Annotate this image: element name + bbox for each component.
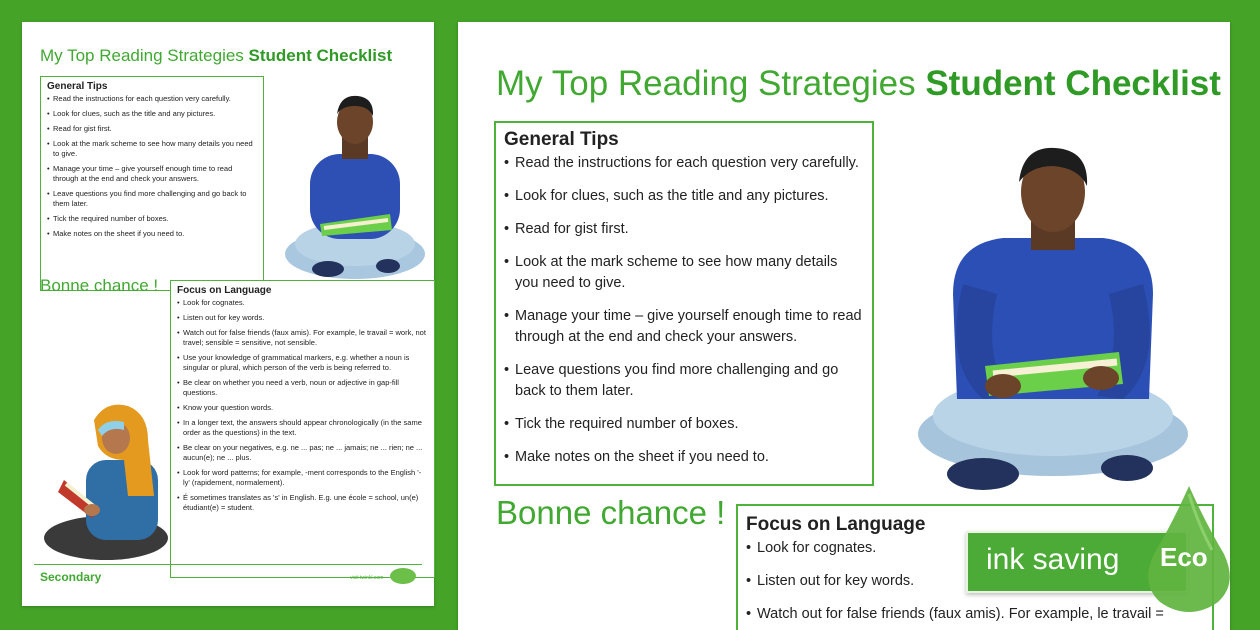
list-item: • Watch out for false friends (faux amis). For example, le travail = xyxy=(746,604,1204,625)
girl-reading-illustration xyxy=(36,400,168,562)
thumbnail-focus-language-box xyxy=(170,280,435,578)
list-item: • Listen out for key words. xyxy=(177,313,428,323)
list-item: • Tick the required number of boxes. xyxy=(504,414,864,435)
list-item: • Be clear on whether you need a verb, noun or adjective in gap-fill questions. xyxy=(177,378,428,398)
boy-reading-illustration xyxy=(280,84,430,289)
thumbnail-footer-url: visit twinkl.com xyxy=(350,575,384,581)
list-item: • É sometimes translates as 's' in English. E.g. une école = school, un(e) étudiant(e) = student. xyxy=(177,493,428,513)
focus-heading: Focus on Language xyxy=(746,514,926,535)
list-item: • Be clear on your negatives, e.g. ne ... pas; ne ... jamais; ne ... rien; ne ... aucun(e); ne ... plus. xyxy=(177,443,428,463)
list-item: • Know your question words. xyxy=(177,403,428,413)
eco-drop-icon xyxy=(1146,484,1232,612)
list-item: • Look for cognates. xyxy=(177,298,428,308)
general-tips-heading: General Tips xyxy=(504,129,619,150)
thumbnail-footer-label: Secondary xyxy=(40,570,102,584)
list-item: • Listen out for key words. xyxy=(746,571,1204,592)
list-item: • Leave questions you find more challenging and go back to them later. xyxy=(47,189,257,209)
twinkl-logo-icon xyxy=(390,568,416,584)
list-item: • Use your knowledge of grammatical markers, e.g. whether a noun is singular or plural, which person of the verb is being referred to. xyxy=(177,353,428,373)
list-item: • Read the instructions for each question very carefully. xyxy=(47,94,257,104)
eco-label: Eco xyxy=(1160,542,1208,572)
list-item: • Watch out for false friends (faux amis). For example, le travail = work, not travel; sensible = sensitive, not sensible. xyxy=(177,328,428,348)
list-item: • Read the instructions for each question very carefully. xyxy=(504,153,864,174)
page-title: My Top Reading Strategies Student Checklist xyxy=(496,64,1221,103)
general-tips-box xyxy=(494,121,874,486)
list-item: • Read for gist first. xyxy=(47,124,257,134)
list-item: • In a longer text, the answers should appear chronologically (in the same order as the questions) in the text. xyxy=(177,418,428,438)
thumbnail-bonne-chance: Bonne chance ! xyxy=(40,276,159,295)
ink-saving-label: ink saving xyxy=(986,543,1120,576)
boy-reading-illustration-large xyxy=(913,134,1193,499)
list-item: • Leave questions you find more challenging and go back to them later. xyxy=(504,360,864,402)
list-item: • Look at the mark scheme to see how many details you need to give. xyxy=(504,252,864,294)
list-item: • Manage your time – give yourself enough time to read through at the end and check your answers. xyxy=(504,306,864,348)
list-item: • Manage your time – give yourself enough time to read through at the end and check your answers. xyxy=(47,164,257,184)
thumbnail-general-tips-box xyxy=(40,76,264,291)
list-item: • Look at the mark scheme to see how many details you need to give. xyxy=(47,139,257,159)
list-item: • Make notes on the sheet if you need to. xyxy=(504,447,864,468)
thumbnail-focus-heading: Focus on Language xyxy=(177,285,272,296)
list-item: • Look for clues, such as the title and any pictures. xyxy=(47,109,257,119)
list-item: • Tick the required number of boxes. xyxy=(47,214,257,224)
thumbnail-title: My Top Reading Strategies Student Checklist xyxy=(40,46,393,65)
thumbnail-footer-divider xyxy=(34,564,422,565)
list-item: • Look for clues, such as the title and any pictures. xyxy=(504,186,864,207)
list-item: • Look for word patterns; for example, -ment corresponds to the English '-ly' (rapidement, normalement). xyxy=(177,468,428,488)
list-item: • Make notes on the sheet if you need to. xyxy=(47,229,257,239)
thumbnail-page[interactable] xyxy=(22,22,434,606)
list-item: • Look for cognates. xyxy=(746,538,1204,559)
thumbnail-general-tips-heading: General Tips xyxy=(47,81,108,92)
list-item: • Read for gist first. xyxy=(504,219,864,240)
bonne-chance: Bonne chance ! xyxy=(496,494,726,531)
